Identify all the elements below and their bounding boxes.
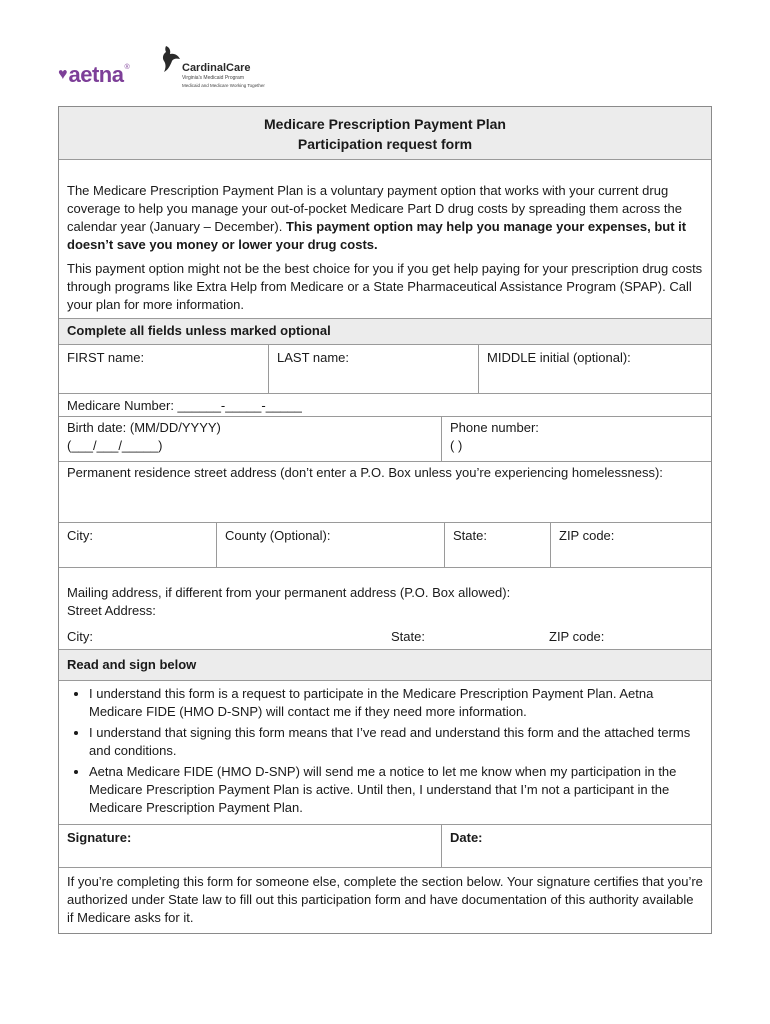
intro-section bbox=[59, 160, 711, 319]
mailing-city-field[interactable]: City: bbox=[67, 629, 93, 644]
birth-date-field[interactable]: Birth date: (MM/DD/YYYY) (___/___/_____) bbox=[59, 417, 442, 461]
list-item: • Aetna Medicare FIDE (HMO D-SNP) will send me a notice to let me know when my participation in the Medicare Prescription Payment Plan is active. Until then, I understand that I’m not a participant in the Medicare Prescription Payment Plan. bbox=[89, 763, 703, 817]
intro-paragraph-2: This payment option might not be the best choice for you if you get help paying for your prescription drug costs through programs like Extra Help from Medicare or a State Pharmaceutical Assistance Program (SPAP). Call your plan for more information. bbox=[67, 261, 703, 312]
signature-row bbox=[59, 825, 711, 868]
cardinal-care-tagline-2: Medicaid and Medicare Working Together bbox=[182, 83, 265, 88]
aetna-logo: ♥ aetna ® bbox=[58, 62, 130, 87]
intro-paragraph-1: The Medicare Prescription Payment Plan is a voluntary payment option that works with your current drug coverage to help you manage your out-of-pocket Medicare Part D drug costs by spreading them across the calendar year (January – December). This payment option may help you manage your expenses, but it doesn’t save you money or lower your drug costs. bbox=[67, 183, 687, 252]
medicare-number-field[interactable]: Medicare Number: ______-_____-_____ bbox=[59, 394, 711, 417]
terms-section bbox=[59, 681, 711, 825]
county-field[interactable]: County (Optional): bbox=[217, 523, 445, 567]
name-row bbox=[59, 345, 711, 394]
signature-field[interactable]: Signature: bbox=[59, 825, 442, 867]
middle-initial-field[interactable]: MIDDLE initial (optional): bbox=[487, 350, 631, 365]
form-title-line-2: Participation request form bbox=[297, 136, 473, 152]
form-title bbox=[59, 107, 711, 160]
fields-section-header: Complete all fields unless marked optional bbox=[59, 319, 711, 345]
mailing-state-field[interactable]: State: bbox=[391, 629, 425, 644]
zip-field[interactable]: ZIP code: bbox=[559, 528, 615, 543]
first-name-field[interactable]: FIRST name: bbox=[59, 345, 269, 393]
state-field[interactable]: State: bbox=[445, 523, 551, 567]
authorized-representative-note: If you’re completing this form for someone else, complete the section below. Your signature certifies that you’re authorized under State law to fill out this participation form and have documentation of this authority available if Medicare asks for it. bbox=[67, 874, 703, 925]
city-county-row bbox=[59, 523, 711, 568]
logo-bar bbox=[58, 42, 718, 98]
mailing-address-section bbox=[59, 568, 711, 650]
sign-section-header: Read and sign below bbox=[59, 650, 711, 681]
last-name-field[interactable]: LAST name: bbox=[269, 345, 479, 393]
cardinal-care-logo bbox=[160, 44, 320, 94]
cardinal-care-tagline: Virginia's Medicaid Program bbox=[182, 75, 244, 81]
participation-form bbox=[58, 106, 712, 934]
terms-list bbox=[59, 681, 711, 824]
mailing-city-state-zip bbox=[67, 628, 703, 646]
list-item: • I understand that signing this form means that I’ve read and understand this form and the attached terms and conditions. bbox=[89, 724, 703, 760]
heart-icon: ♥ bbox=[58, 66, 68, 83]
phone-number-field[interactable]: Phone number: ( ) bbox=[450, 420, 539, 453]
date-field[interactable]: Date: bbox=[450, 830, 483, 845]
city-field[interactable]: City: bbox=[59, 523, 217, 567]
mailing-address-label: Mailing address, if different from your permanent address (P.O. Box allowed): bbox=[67, 585, 511, 600]
mailing-zip-field[interactable]: ZIP code: bbox=[549, 629, 605, 644]
residence-address-field[interactable]: Permanent residence street address (don’t enter a P.O. Box unless you’re experiencing homelessness): bbox=[59, 462, 711, 523]
street-address-field[interactable]: Street Address: bbox=[67, 603, 156, 618]
cardinal-bird-icon bbox=[160, 44, 184, 74]
list-item: • I understand this form is a request to participate in the Medicare Prescription Payment Plan. Aetna Medicare FIDE (HMO D-SNP) will contact me if they need more information. bbox=[89, 685, 703, 721]
birth-phone-row bbox=[59, 417, 711, 462]
aetna-wordmark: aetna bbox=[68, 62, 124, 87]
form-title-line-1: Medicare Prescription Payment Plan bbox=[264, 116, 506, 132]
cardinal-care-name: CardinalCare bbox=[182, 62, 251, 74]
